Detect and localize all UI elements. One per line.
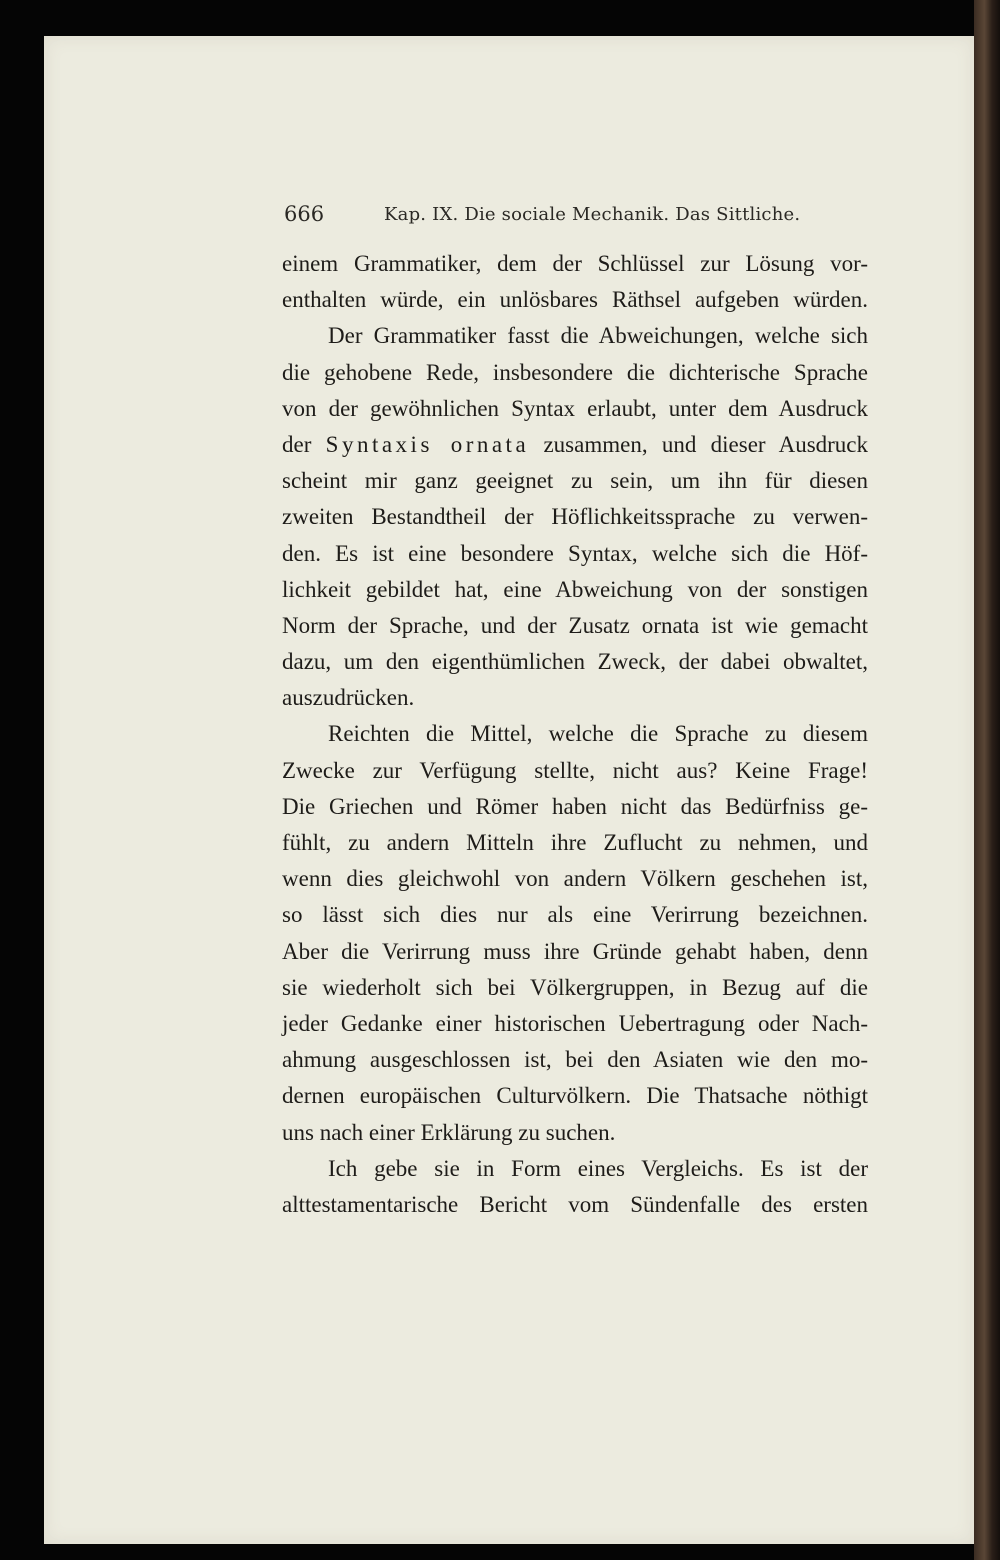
text-line: jeder Gedanke einer historischen Uebertragung oder Nach-	[282, 1010, 868, 1036]
running-head: Kap. IX. Die sociale Mechanik. Das Sittliche.	[384, 204, 801, 225]
text-line: ahmung ausgeschlossen ist, bei den Asiaten wie den mo-	[282, 1047, 868, 1073]
text-line: Die Griechen und Römer haben nicht das Bedürfniss ge-	[282, 793, 868, 819]
text-line: auszudrücken.	[282, 685, 415, 711]
text-line: lichkeit gebildet hat, eine Abweichung von der sonstigen	[282, 576, 868, 602]
text-line: scheint mir ganz geeignet zu sein, um ihn für diesen	[282, 468, 868, 494]
text-line: die gehobene Rede, insbesondere die dichterische Sprache	[282, 359, 868, 385]
emphasized-term: Syntaxis ornata	[325, 431, 530, 457]
text-fragment: zusammen, und dieser Ausdruck	[543, 431, 869, 457]
text-line: Ich gebe sie in Form eines Vergleichs. Es ist der	[328, 1155, 868, 1181]
page-header	[284, 202, 866, 236]
text-line: wenn dies gleichwohl von andern Völkern geschehen ist,	[282, 866, 868, 892]
page-edge	[974, 0, 1000, 1560]
text-line: Reichten die Mittel, welche die Sprache zu diesem	[328, 721, 868, 747]
text-line: fühlt, zu andern Mitteln ihre Zuflucht zu nehmen, und	[282, 830, 868, 855]
text-line: enthalten würde, ein unlösbares Räthsel aufgeben würden.	[282, 287, 868, 313]
text-line: so lässt sich dies nur als eine Verirrung bezeichnen.	[282, 902, 868, 928]
text-line: Aber die Verirrung muss ihre Gründe gehabt haben, denn	[282, 938, 868, 964]
text-line	[282, 427, 868, 463]
text-line: zweiten Bestandtheil der Höflichkeitssprache zu verwen-	[282, 504, 868, 530]
text-line: den. Es ist eine besondere Syntax, welche sich die Höf-	[282, 540, 868, 566]
text-line: dazu, um den eigenthümlichen Zweck, der dabei obwaltet,	[282, 649, 868, 675]
text-fragment: der	[282, 431, 312, 457]
text-line: Norm der Sprache, und der Zusatz ornata ist wie gemacht	[282, 612, 868, 638]
body-text	[282, 246, 868, 1223]
text-line: Der Grammatiker fasst die Abweichungen, welche sich	[328, 323, 868, 349]
text-line: dernen europäischen Culturvölkern. Die Thatsache nöthigt	[282, 1083, 868, 1109]
text-line: sie wiederholt sich bei Völkergruppen, in Bezug auf die	[282, 974, 868, 1000]
text-line: einem Grammatiker, dem der Schlüssel zur Lösung vor-	[282, 251, 868, 276]
text-line: Zwecke zur Verfügung stellte, nicht aus? Keine Frage!	[282, 757, 868, 783]
page-number: 666	[284, 202, 325, 226]
text-line: uns nach einer Erklärung zu suchen.	[282, 1119, 616, 1145]
text-line: von der gewöhnlichen Syntax erlaubt, unter dem Ausdruck	[282, 395, 868, 421]
text-line: alttestamentarische Bericht vom Sündenfalle des ersten	[282, 1191, 868, 1217]
